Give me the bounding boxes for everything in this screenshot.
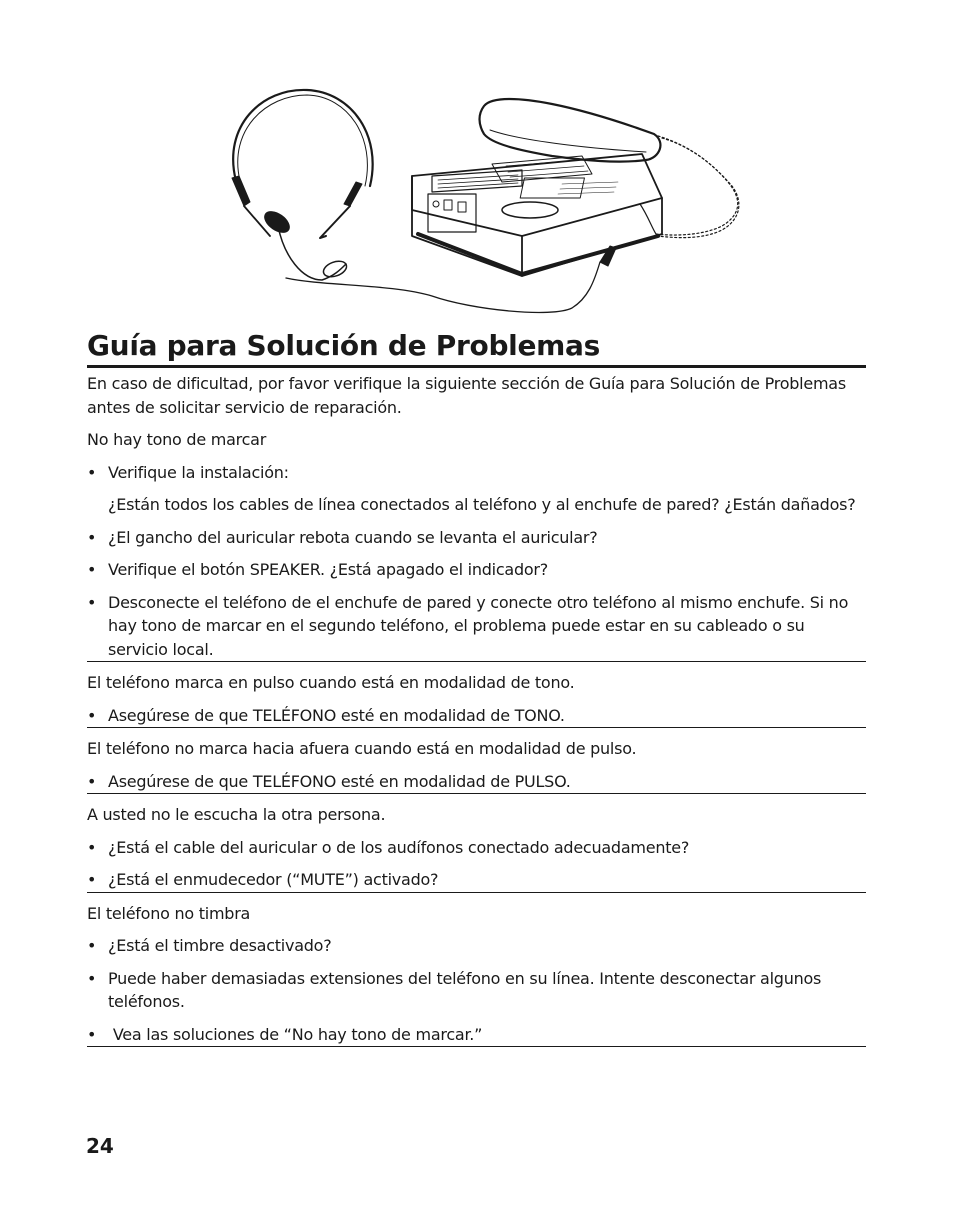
bullet-icon: • [87,705,97,725]
list-item-detail: ¿Están todos los cables de línea conectados al teléfono y al enchufe de pared? ¿Están dañados? [108,495,856,514]
section-heading: El teléfono no marca hacia afuera cuando está en modalidad de pulso. [87,739,637,758]
bullet-icon: • [87,870,97,889]
page-number: 24 [86,1134,114,1158]
headset-right-earpiece [344,182,362,206]
bullet-icon: • [87,968,97,988]
section-heading: El teléfono marca en pulso cuando está en modalidad de tono. [87,673,575,692]
headset-plug [600,246,616,266]
list-item: • ¿El gancho del auricular rebota cuando se levanta el auricular? [87,526,866,550]
bullet-icon: • [87,771,97,791]
headset-left-earpiece [232,176,250,206]
list-item: • Puede haber demasiadas extensiones del teléfono en su línea. Intente desconectar algunos teléfonos. [87,968,822,1011]
phone-coiled-cord [656,136,738,235]
page-title: Guía para Solución de Problemas [87,328,866,368]
phone-headset-illustration [222,86,752,322]
list-item: • Asegúrese de que TELÉFONO esté en modalidad de PULSO. [87,770,866,795]
section-heading: No hay tono de marcar [87,430,267,449]
phone-base-top [412,154,662,236]
bullet-icon: • [87,936,97,955]
troubleshooting-content [87,372,866,1056]
list-item: • ¿Está el enmudecedor (“MUTE”) activado? [87,868,866,893]
list-item: • Vea las soluciones de “No hay tono de marcar.” [87,1023,866,1048]
section-heading: El teléfono no timbra [87,903,251,923]
headset-mic-boom [278,226,346,280]
bullet-icon: • [87,462,97,482]
bullet-icon: • [87,560,97,579]
list-item: • Desconecte el teléfono de el enchufe de pared y conecte otro teléfono al mismo enchufe. Si no hay tono de marcar en el segundo teléfono, el problema puede estar en su cableado o su servicio local. [87,591,866,663]
list-item: • ¿Está el cable del auricular o de los audífonos conectado adecuadamente? [87,836,866,860]
phone-handset [480,99,661,162]
bullet-icon: • [87,837,97,857]
section-heading: A usted no le escucha la otra persona. [87,805,386,824]
bullet-icon: • [87,1024,97,1044]
headset-cable [286,262,600,312]
bullet-icon: • [87,592,97,612]
bullet-icon: • [87,527,97,547]
list-item: • Verifique el botón SPEAKER. ¿Está apagado el indicador? [87,558,866,582]
headset-band [233,90,372,186]
list-item: • Asegúrese de que TELÉFONO esté en modalidad de TONO. [87,704,866,729]
intro-paragraph: En caso de dificultad, por favor verifique la siguiente sección de Guía para Solución de Problemas antes de solicitar servicio de reparación. [87,374,846,417]
list-item: • ¿Está el timbre desactivado? [87,934,866,958]
list-item: • Verifique la instalación: [87,461,866,485]
speaker-grille [520,178,584,198]
